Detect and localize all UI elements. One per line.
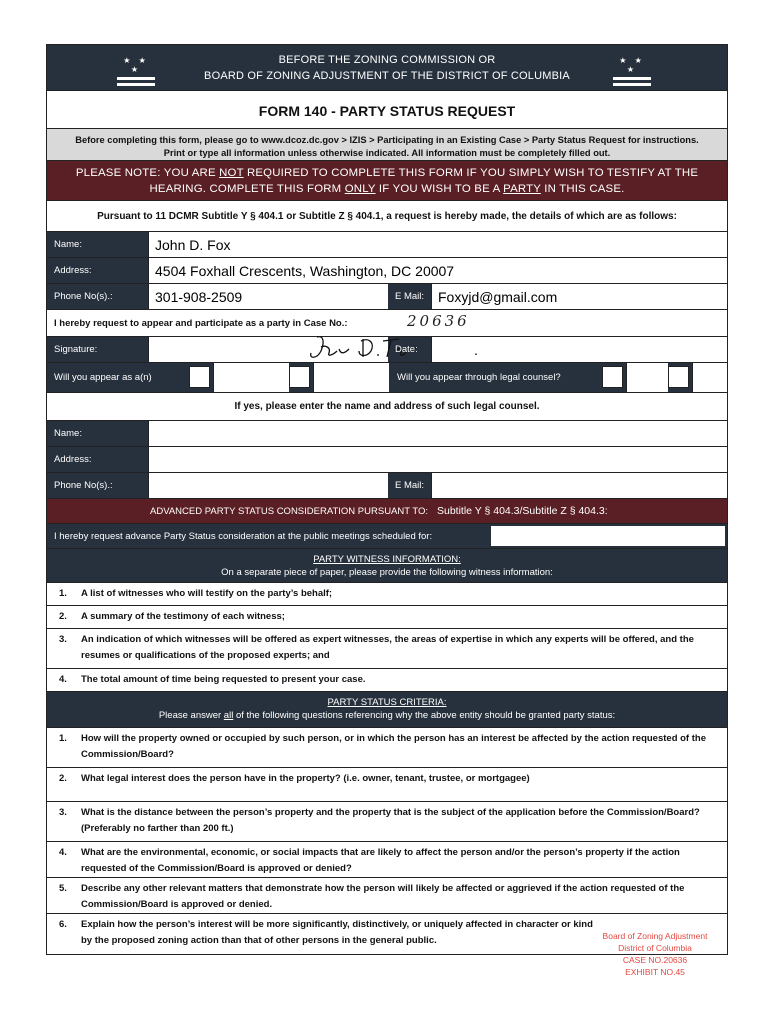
dc-flag-icon: ★ ★ ★	[117, 56, 155, 80]
list-item: 4. What are the environmental, economic, or social impacts that are likely to affect the person and/or the person’s property if the action requested of the Commission/Board is approved or denied?	[47, 842, 727, 878]
counsel-no-option[interactable]: No	[692, 363, 727, 392]
address-row	[47, 258, 727, 284]
counsel-instructions: If yes, please enter the name and address of such legal counsel.	[47, 393, 727, 421]
list-item: 2. What legal interest does the person have in the property? (i.e. owner, tenant, trustee, or mortgagee)	[47, 768, 727, 802]
counsel-email-field[interactable]	[431, 473, 727, 498]
name-label: Name:	[54, 239, 82, 250]
counsel-email-label: E Mail:	[395, 480, 425, 491]
counsel-no-checkbox[interactable]	[668, 366, 689, 388]
signature-field[interactable]	[148, 337, 388, 362]
counsel-phone-field[interactable]	[148, 473, 388, 498]
form-header	[47, 45, 727, 91]
case-request-label: I hereby request to appear and participate as a party in Case No.:	[54, 317, 348, 329]
counsel-address-field[interactable]	[148, 447, 727, 472]
opponent-option[interactable]: Opponent	[313, 363, 389, 392]
header-line-2: BOARD OF ZONING ADJUSTMENT OF THE DISTRICT OF COLUMBIA	[204, 70, 570, 82]
pursuant-statement: Pursuant to 11 DCMR Subtitle Y § 404.1 or Subtitle Z § 404.1, a request is hereby made, the details of which are as follows:	[47, 201, 727, 232]
date-value: .	[474, 341, 478, 358]
exhibit-stamp: Board of Zoning Adjustment District of Columbia CASE NO.20636 EXHIBIT NO.45	[602, 931, 708, 977]
list-item: 3. An indication of which witnesses will be offered as expert witnesses, the areas of expertise in which any experts will be offered, and the resumes or qualifications of the proposed experts; and	[47, 629, 727, 669]
address-value: 4504 Foxhall Crescents, Washington, DC 20007	[155, 262, 455, 279]
signature-row	[47, 337, 727, 363]
phone-row	[47, 284, 727, 310]
counsel-phone-row	[47, 473, 727, 499]
phone-value: 301-908-2509	[155, 288, 243, 305]
counsel-name-label: Name:	[54, 428, 82, 439]
appear-as-label: Will you appear as a(n)	[54, 372, 152, 383]
advanced-request-label: I hereby request advance Party Status consideration at the public meetings scheduled for:	[54, 531, 433, 542]
date-field[interactable]	[431, 337, 727, 362]
name-field[interactable]	[148, 232, 727, 257]
list-item: 6. Explain how the person’s interest will be more significantly, distinctively, or uniquely affected in character or kind by the proposed zoning action than that of other persons in the general public.	[59, 919, 593, 946]
instructions: Before completing this form, please go to www.dcoz.dc.gov > IZIS > Participating in an Existing Case > Party Status Request for instructions. Print or type all information unless otherwise indicated. All information must be completely filled out.	[47, 129, 727, 161]
email-field[interactable]	[431, 284, 727, 309]
case-number[interactable]: 20636	[407, 312, 470, 330]
advanced-request-row	[47, 524, 727, 549]
proponent-option[interactable]: Proponent	[213, 363, 289, 392]
email-label: E Mail:	[395, 291, 425, 302]
list-item: 1. How will the property owned or occupied by such person, or in which the person has an interest be affected by the action requested of the Commission/Board?	[47, 728, 727, 768]
counsel-yes-option[interactable]: Yes	[626, 363, 668, 392]
phone-label: Phone No(s).:	[54, 291, 113, 302]
header-line-1: BEFORE THE ZONING COMMISSION OR	[278, 54, 496, 66]
meeting-date-field[interactable]	[491, 526, 725, 546]
list-item: 2. A summary of the testimony of each witness;	[47, 606, 727, 629]
party-status-form	[46, 44, 728, 955]
email-value: Foxyjd@gmail.com	[438, 288, 558, 305]
witness-section-header: PARTY WITNESS INFORMATION: On a separate piece of paper, please provide the following witness information:	[47, 549, 727, 583]
list-item: 1. A list of witnesses who will testify on the party’s behalf;	[47, 583, 727, 606]
criteria-section-header: PARTY STATUS CRITERIA: Please answer all of the following questions referencing why the above entity should be granted party status:	[47, 692, 727, 728]
counsel-name-row	[47, 421, 727, 447]
dc-flag-icon: ★ ★ ★	[613, 56, 651, 80]
counsel-yes-checkbox[interactable]	[602, 366, 623, 388]
appear-as-row	[47, 363, 727, 393]
list-item: 4. The total amount of time being requested to present your case.	[47, 669, 727, 692]
counsel-name-field[interactable]	[148, 421, 727, 446]
please-note-banner: PLEASE NOTE: YOU ARE NOT REQUIRED TO COMPLETE THIS FORM IF YOU SIMPLY WISH TO TESTIFY AT THE HEARING. COMPLETE THIS FORM ONLY IF YOU WISH TO BE A PARTY IN THIS CASE.	[47, 161, 727, 201]
name-value: John D. Fox	[155, 236, 231, 253]
counsel-address-label: Address:	[54, 454, 92, 465]
advanced-status-banner: ADVANCED PARTY STATUS CONSIDERATION PURSUANT TO: Subtitle Y § 404.3/Subtitle Z § 404.3:	[47, 499, 727, 524]
proponent-checkbox[interactable]	[189, 366, 210, 388]
form-title: FORM 140 - PARTY STATUS REQUEST	[47, 91, 727, 129]
opponent-checkbox[interactable]	[289, 366, 310, 388]
list-item: 5. Describe any other relevant matters that demonstrate how the person will likely be affected or aggrieved if the action requested of the Commission/Board is approved or denied.	[47, 878, 727, 914]
counsel-phone-label: Phone No(s).:	[54, 480, 113, 491]
address-label: Address:	[54, 265, 92, 276]
signature-label: Signature:	[54, 344, 98, 355]
counsel-question: Will you appear through legal counsel?	[397, 372, 561, 383]
counsel-address-row	[47, 447, 727, 473]
list-item: 3. What is the distance between the person’s property and the property that is the subject of the application before the Commission/Board? (Preferably no farther than 200 ft.)	[47, 802, 727, 842]
name-row	[47, 232, 727, 258]
date-label: Date:	[395, 344, 418, 355]
address-field[interactable]	[148, 258, 727, 283]
phone-field[interactable]	[148, 284, 388, 309]
